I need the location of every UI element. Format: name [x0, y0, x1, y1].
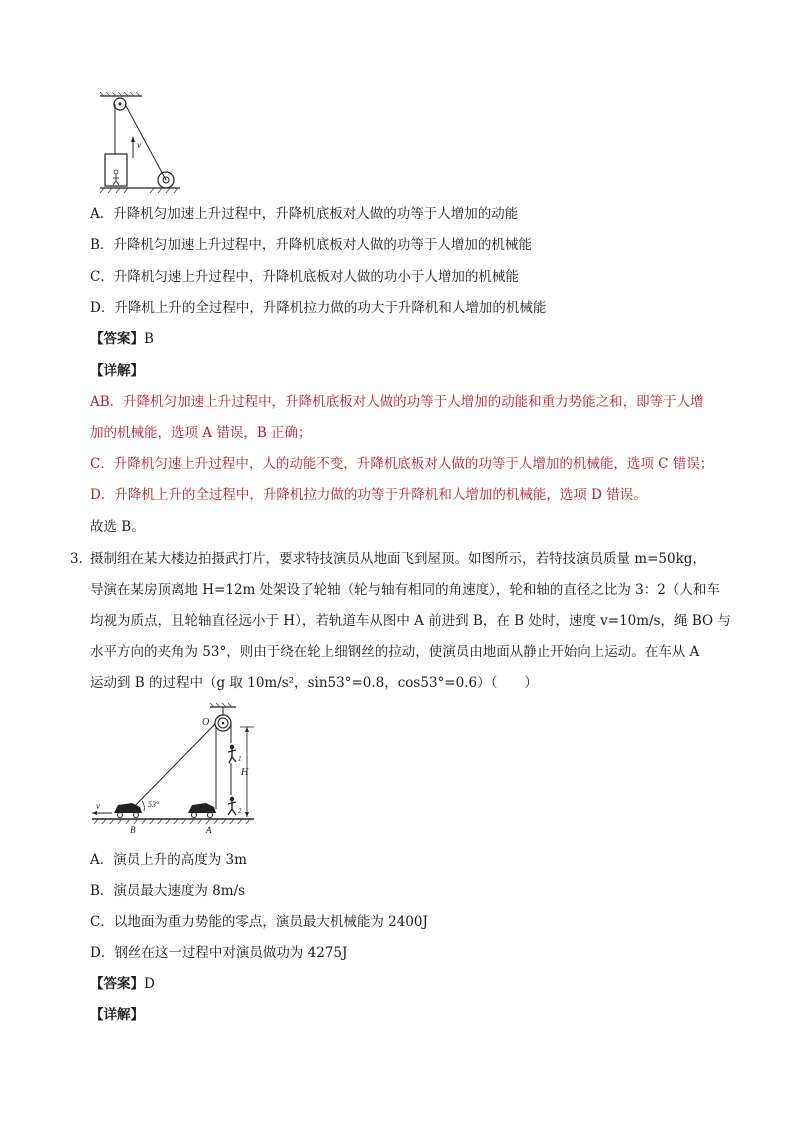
q3-answer [90, 974, 155, 994]
height-h-label: H [241, 767, 249, 778]
q2-conclusion: 故选 B。 [90, 519, 145, 535]
q3-stem-line-2: 导演在某房顶离地 H=12m 处架设了轮轴（轮与轴有相同的角速度），轮和轴的直径之比为 3：2（人和车 [90, 582, 720, 598]
q2-detail-line-4: D．升降机上升的全过程中，升降机拉力做的功等于升降机和人增加的机械能，选项 D 错误。 [90, 487, 647, 503]
q3-option-d: D．钢丝在这一过程中对演员做功为 4275J [90, 945, 348, 961]
point-b-label: B [130, 825, 136, 835]
q2-detail-tag: 【详解】 [90, 363, 144, 379]
q3-stem-line-5: 运动到 B 的过程中（g 取 10m/s²，sin53°=0.8，cos53°=0.6）（ ） [90, 675, 538, 691]
q3-option-a: A．演员上升的高度为 3m [90, 852, 247, 868]
q2-detail-line-2: 加的机械能，选项 A 错误，B 正确； [90, 425, 312, 441]
q2-option-d: D．升降机上升的全过程中，升降机拉力做的功大于升降机和人增加的机械能 [90, 300, 547, 316]
q3-stem-line-4: 水平方向的夹角为 53°，则由于绕在轮上细钢丝的拉动，使演员由地面从静止开始向上运动。在车从 A [90, 644, 700, 660]
q2-option-c: C．升降机匀速上升过程中，升降机底板对人做的功小于人增加的机械能 [90, 269, 519, 285]
q3-option-b: B．演员最大速度为 8m/s [90, 883, 246, 899]
answer-value: D [144, 976, 155, 992]
q3-stem-line-3: 均视为质点，且轮轴直径远小于 H），若轨道车从图中 A 前进到 B，在 B 处时，速度 v=10m/s，绳 BO 与 [90, 613, 731, 629]
stunt-pulley-figure [90, 703, 260, 835]
position-1-label: 1 [238, 755, 242, 763]
q2-detail-line-1: AB．升降机匀加速上升过程中，升降机底板对人做的功等于人增加的动能和重力势能之和，即等于人增 [90, 394, 704, 410]
q3-option-c: C．以地面为重力势能的零点，演员最大机械能为 2400J [90, 914, 428, 930]
q2-option-b: B．升降机匀加速上升过程中，升降机底板对人做的功等于人增加的机械能 [90, 237, 532, 253]
q3-stem-line-1: 摄制组在某大楼边拍摄武打片，要求特技演员从地面飞到屋顶。如图所示，若特技演员质量 m=50kg， [90, 551, 706, 567]
answer-tag: 【答案】 [90, 331, 144, 347]
q3-number: 3． [70, 551, 93, 567]
angle-label: 53° [148, 800, 160, 809]
velocity-v-label: v [96, 801, 100, 811]
point-a-label: A [206, 825, 212, 835]
q3-detail-tag: 【详解】 [90, 1007, 144, 1023]
position-2-label: 2 [238, 807, 242, 815]
elevator-figure [96, 92, 196, 194]
answer-value: B [144, 331, 154, 347]
q2-detail-line-3: C．升降机匀速上升过程中，人的动能不变，升降机底板对人做的功等于人增加的机械能，选项 C 错误； [90, 456, 714, 472]
velocity-label: v [137, 140, 141, 150]
q2-option-a: A．升降机匀加速上升过程中，升降机底板对人做的功等于人增加的动能 [90, 206, 519, 222]
answer-tag: 【答案】 [90, 976, 144, 992]
point-o-label: O [202, 717, 210, 728]
q2-answer [90, 329, 154, 349]
